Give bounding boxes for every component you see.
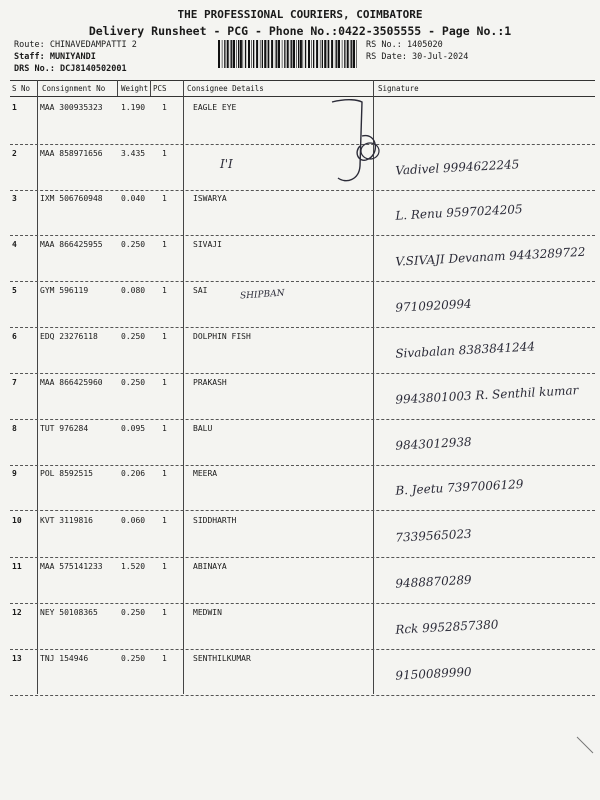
corner-mark — [575, 735, 595, 755]
row-signature — [375, 654, 600, 699]
signature-handwriting: 9488870289 — [394, 572, 472, 591]
row-separator — [10, 235, 595, 236]
row-consignment-no: IXM 506760948 — [40, 194, 103, 203]
row-weight: 0.206 — [121, 469, 146, 478]
row-sno: 11 — [12, 562, 22, 571]
barcode-bar — [248, 40, 250, 68]
signature-handwriting: 9710920994 — [394, 296, 472, 315]
row-sno: 9 — [12, 469, 17, 478]
row-pcs: 1 — [162, 194, 167, 203]
row-separator — [10, 510, 595, 511]
col-divider — [183, 80, 184, 694]
row-consignee: MEERA — [193, 469, 218, 478]
row-weight: 0.040 — [121, 194, 146, 203]
handwritten-scribble — [328, 96, 388, 191]
barcode-bar — [271, 40, 273, 68]
row-signature — [375, 378, 600, 423]
row-sno: 8 — [12, 424, 17, 433]
row-consignment-no: TNJ 154946 — [40, 654, 89, 663]
row-sno: 13 — [12, 654, 22, 663]
barcode-bar — [251, 40, 252, 68]
row-pcs: 1 — [162, 240, 167, 249]
row-weight: 0.080 — [121, 286, 146, 295]
barcode-bar — [291, 40, 292, 68]
barcode-bar — [256, 40, 258, 68]
row-signature — [375, 240, 600, 285]
barcode-bar — [233, 40, 235, 68]
barcode-bar — [236, 40, 237, 68]
row-sno: 10 — [12, 516, 22, 525]
row-consignment-no: NEY 50108365 — [40, 608, 98, 617]
barcode-bar — [328, 40, 329, 68]
signature-handwriting — [375, 97, 595, 119]
barcode-bar — [240, 40, 242, 68]
row-separator — [10, 465, 595, 466]
signature-handwriting: 9150089990 — [394, 664, 472, 683]
barcode-bar — [356, 40, 357, 68]
barcode-bar — [276, 40, 277, 68]
header-bottom-rule — [10, 96, 595, 97]
row-sno: 12 — [12, 608, 22, 617]
row-pcs: 1 — [162, 332, 167, 341]
row-consignment-no: GYM 596119 — [40, 286, 89, 295]
row-sno: 3 — [12, 194, 17, 203]
barcode-bar — [296, 40, 297, 68]
row-signature — [375, 286, 600, 331]
col-consignment: Consignment No — [42, 84, 106, 93]
row-separator — [10, 281, 595, 282]
row-sno: 2 — [12, 149, 17, 158]
barcode-bar — [260, 40, 261, 68]
runsheet-title: Delivery Runsheet - PCG - Phone No.:0422-3505555 - Page No.:1 — [88, 24, 512, 38]
row-consignee: SIDDHARTH — [193, 516, 237, 525]
barcode-bar — [222, 40, 223, 68]
row-consignee: ABINAYA — [193, 562, 227, 571]
signature-handwriting: L. Renu 9597024205 — [394, 202, 523, 223]
staff-label: Staff: MUNIYANDI — [14, 52, 96, 62]
barcode-bar — [305, 40, 306, 68]
barcode-bar — [264, 40, 266, 68]
row-consignee: DOLPHIN FISH — [193, 332, 251, 341]
barcode-bar — [342, 40, 343, 68]
row-consignment-no: KVT 3119816 — [40, 516, 93, 525]
barcode-bar — [298, 40, 299, 68]
row-consignment-no: EDQ 23276118 — [40, 332, 98, 341]
row2-handwritten-mark: I'I — [220, 157, 233, 171]
col-signature: Signature — [378, 84, 419, 93]
row-consignee: SENTHILKUMAR — [193, 654, 251, 663]
row-consignee: PRAKASH — [193, 378, 227, 387]
row-consignee: ISWARYA — [193, 194, 227, 203]
row-separator — [10, 557, 595, 558]
barcode-bar — [227, 40, 229, 68]
row-separator — [10, 190, 595, 191]
row-consignment-no: POL 8592515 — [40, 469, 93, 478]
row-separator — [10, 603, 595, 604]
row-pcs: 1 — [162, 469, 167, 478]
row-signature — [375, 424, 600, 469]
barcode-bar — [293, 40, 295, 68]
barcode-bar — [322, 40, 323, 68]
row-pcs: 1 — [162, 562, 167, 571]
row-signature — [375, 103, 600, 148]
row-signature — [375, 469, 600, 514]
row-consignment-no: MAA 866425955 — [40, 240, 103, 249]
barcode-bar — [268, 40, 269, 68]
row-separator — [10, 373, 595, 374]
col-sno: S No — [12, 84, 31, 93]
rs-date: RS Date: 30-Jul-2024 — [366, 52, 469, 62]
row-pcs: 1 — [162, 424, 167, 433]
barcode-bar — [243, 40, 244, 68]
barcode-bar — [231, 40, 232, 68]
barcode-bar — [331, 40, 333, 68]
drs-number: DRS No.: DCJ8140502001 — [14, 64, 127, 74]
barcode-bar — [218, 40, 220, 68]
barcode-bar — [303, 40, 304, 68]
barcode-bar — [262, 40, 263, 68]
col-divider — [37, 80, 38, 694]
signature-handwriting: 9843012938 — [394, 434, 472, 453]
rs-number: RS No.: 1405020 — [366, 40, 443, 50]
barcode-bar — [284, 40, 285, 68]
row-pcs: 1 — [162, 103, 167, 112]
row-separator — [10, 419, 595, 420]
barcode-bar — [336, 40, 337, 68]
row-sno: 6 — [12, 332, 17, 341]
barcode-bar — [245, 40, 246, 68]
row-sno: 7 — [12, 378, 17, 387]
barcode-bar — [230, 40, 231, 68]
col-consignee: Consignee Details — [187, 84, 264, 93]
barcode-bar — [300, 40, 302, 68]
row-signature — [375, 332, 600, 377]
row-consignee: EAGLE EYE — [193, 103, 237, 112]
row-consignment-no: MAA 866425960 — [40, 378, 103, 387]
barcode-bar — [287, 40, 289, 68]
row-weight: 0.250 — [121, 240, 146, 249]
barcode-bar — [316, 40, 318, 68]
row-weight: 1.190 — [121, 103, 146, 112]
signature-handwriting: Sivabalan 8383841244 — [394, 339, 536, 361]
row-separator — [10, 144, 595, 145]
row-consignment-no: MAA 575141233 — [40, 562, 103, 571]
row-consignee: SIVAJI — [193, 240, 222, 249]
row-signature — [375, 149, 600, 194]
row5-handwritten-mark: SHIPBAN — [239, 288, 285, 302]
signature-handwriting: B. Jeetu 7397006129 — [394, 477, 524, 498]
row-consignment-no: MAA 858971656 — [40, 149, 103, 158]
row-pcs: 1 — [162, 149, 167, 158]
row-separator — [10, 649, 595, 650]
col-weight: Weight — [121, 84, 149, 93]
row-weight: 0.250 — [121, 378, 146, 387]
barcode-bar — [351, 40, 352, 68]
barcode-bar — [282, 40, 283, 68]
barcode-bar — [338, 40, 340, 68]
barcode-bar — [320, 40, 321, 68]
barcode-bar — [238, 40, 239, 68]
signature-handwriting: V.SIVAJI Devanam 9443289722 — [394, 244, 586, 269]
row-signature — [375, 194, 600, 239]
barcode-bar — [278, 40, 280, 68]
row-sno: 4 — [12, 240, 17, 249]
route-label: Route: CHINAVEDAMPATTI 2 — [14, 40, 137, 50]
row-consignee: MEDWIN — [193, 608, 222, 617]
col-divider — [150, 80, 151, 96]
row-sno: 5 — [12, 286, 17, 295]
barcode-bar — [324, 40, 326, 68]
row-weight: 0.250 — [121, 332, 146, 341]
row-sno: 1 — [12, 103, 17, 112]
barcode-bar — [347, 40, 349, 68]
row-signature — [375, 608, 600, 653]
barcode-bar — [313, 40, 314, 68]
company-name: THE PROFESSIONAL COURIERS, COIMBATORE — [177, 8, 423, 21]
row-pcs: 1 — [162, 654, 167, 663]
row-consignee: SAI — [193, 286, 208, 295]
barcode-bar — [344, 40, 345, 68]
barcode-bar — [290, 40, 291, 68]
row-separator — [10, 327, 595, 328]
row-signature — [375, 562, 600, 607]
row-weight: 0.095 — [121, 424, 146, 433]
barcode-bar — [353, 40, 355, 68]
row-consignee: BALU — [193, 424, 213, 433]
row-weight: 0.060 — [121, 516, 146, 525]
row-weight: 0.250 — [121, 608, 146, 617]
row-weight: 3.435 — [121, 149, 146, 158]
signature-handwriting: 9943801003 R. Senthil kumar — [394, 383, 579, 407]
col-divider — [117, 80, 118, 96]
barcode-bar — [308, 40, 310, 68]
row-separator — [10, 695, 595, 696]
row-weight: 0.250 — [121, 654, 146, 663]
row-pcs: 1 — [162, 378, 167, 387]
row-pcs: 1 — [162, 286, 167, 295]
barcode-bar — [327, 40, 328, 68]
barcode-bar — [267, 40, 268, 68]
row-pcs: 1 — [162, 608, 167, 617]
signature-handwriting: Rck 9952857380 — [394, 617, 499, 637]
barcode-bar — [253, 40, 254, 68]
barcode-bar — [275, 40, 276, 68]
table-top-rule — [10, 80, 595, 81]
barcode-bar — [311, 40, 312, 68]
row-consignment-no: MAA 300935323 — [40, 103, 103, 112]
barcode-bar — [335, 40, 336, 68]
signature-handwriting: 7339565023 — [394, 526, 472, 545]
row-pcs: 1 — [162, 516, 167, 525]
row-weight: 1.520 — [121, 562, 146, 571]
barcode — [218, 40, 358, 68]
row-signature — [375, 516, 600, 561]
row-consignment-no: TUT 976284 — [40, 424, 89, 433]
signature-handwriting: Vadivel 9994622245 — [394, 157, 520, 178]
barcode-bar — [224, 40, 225, 68]
col-pcs: PCS — [153, 84, 167, 93]
barcode-bar — [350, 40, 351, 68]
